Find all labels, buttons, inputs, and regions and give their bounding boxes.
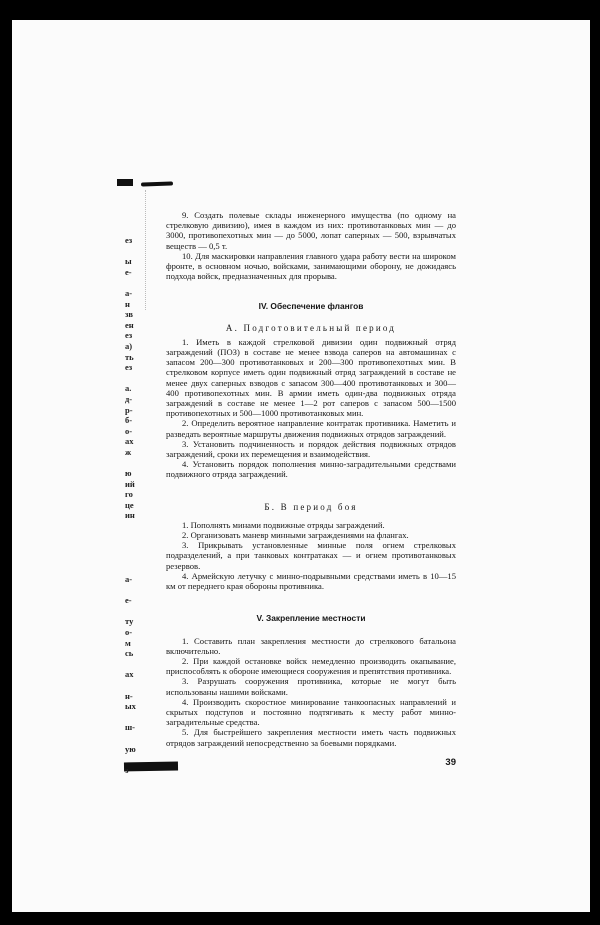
margin-fragment: ы [125, 256, 132, 267]
margin-fragment: зв [125, 309, 134, 320]
margin-fragment [125, 733, 149, 744]
list-item: 2. Организовать маневр минными заграждениями на флангах. [182, 530, 409, 541]
margin-fragment [125, 712, 149, 723]
paragraph-item-10: 10. Для маскировки направления главного удара работу вести на широком фронте, в основном ночью, войсками, занимающими оборону, не дожидаясь подхода войск, предназначенных для прорыва. [166, 250, 456, 282]
margin-fragment [125, 457, 149, 468]
margin-fragment: ез [125, 362, 133, 373]
margin-fragment: ть [125, 351, 134, 362]
margin-fragment: ю [125, 468, 132, 479]
margin-fragment: сь [125, 648, 134, 659]
subsection-title-a: А. Подготовительный период [225, 322, 397, 333]
margin-fragment [125, 521, 149, 532]
margin-fragment: це [125, 499, 134, 510]
margin-fragment: а. [125, 383, 132, 394]
margin-fragment [125, 277, 149, 288]
margin-fragment: ж [125, 446, 132, 457]
list-item: 1. Составить план закрепления местности до стрелкового батальона включительно. [166, 635, 456, 656]
margin-fragment [125, 606, 149, 617]
list-item: 1. Пополнять минами подвижные отряды заграждений. [182, 519, 385, 530]
paragraph-item-9: 9. Создать полевые склады инженерного имущества (по одному на стрелковую дивизию), имея в каждом из них: противотанковых мин — до 3000, противопехотных мин — до 5000, лопат саперных — 500, взрывчатых веществ — 0,5 т. [166, 210, 456, 251]
margin-fragment: го [125, 489, 133, 500]
list-item: 2. Определить вероятное направление контратак противника. Наметить и разведать вероятные маршруты движения подвижных отрядов заграждений. [166, 418, 456, 439]
margin-fragment: н- [125, 690, 133, 701]
list-item: 5. Для быстрейшего закрепления местности иметь часть подвижных отрядов заграждений непосредственно за боевыми порядками. [166, 727, 456, 748]
margin-fragment: ен [125, 319, 134, 330]
page-number: 39 [445, 756, 456, 768]
margin-fragment: ых [125, 701, 136, 712]
margin-fragment: з [125, 764, 129, 775]
margin-fragment [125, 680, 149, 691]
margin-fragment [125, 659, 149, 670]
section-title-iv: IV. Обеспечение флангов [258, 301, 364, 312]
margin-fragment: д- [125, 393, 133, 404]
margin-fragment: ую [125, 743, 136, 754]
margin-fragment: ий [125, 478, 135, 489]
list-item: 2. При каждой остановке войск немедленно производить окапывание, приспособлять к обороне имеющиеся сооружения и препятствия противника. [166, 655, 456, 677]
margin-fragment: ин [125, 510, 135, 521]
margin-fragment [125, 585, 149, 596]
margin-fragment: ах [125, 669, 134, 680]
left-page-margin-fragments [125, 235, 149, 775]
list-item: 3. Прикрывать установленные минные поля огнем стрелковых подразделений, а при танковых контратаках — и огнем противотанковых резервов. [166, 540, 456, 571]
list-item: 4. Установить порядок пополнения минно-заградительными средствами подвижного отряда заграждений. [166, 459, 456, 480]
margin-fragment: м [125, 637, 131, 648]
margin-fragment [125, 563, 149, 574]
margin-fragment: ах [125, 436, 134, 447]
margin-fragment [125, 754, 149, 765]
margin-fragment: ез [125, 235, 133, 245]
list-item: 4. Армейскую летучку с минно-подрывными средствами иметь в 10—15 км от переднего края обороны противника. [166, 570, 456, 592]
margin-fragment: б- [125, 415, 133, 426]
margin-fragment [125, 373, 149, 384]
margin-fragment: е- [125, 266, 132, 277]
subsection-title-b: Б. В период боя [264, 501, 358, 512]
list-item: 3. Установить подчиненность и порядок действия подвижных отрядов заграждений, сроки их перемещения и взаимодействия. [166, 438, 456, 460]
page-body [166, 210, 456, 768]
margin-fragment [125, 532, 149, 543]
list-item: 3. Разрушать сооружения противника, которые не могут быть использованы нашими войсками. [166, 676, 456, 697]
list-item: 4. Производить скоростное минирование танкоопасных направлений и скрытых подступов и постоянно подтягивать к месту работ минно-заградительные средства. [166, 696, 456, 728]
margin-fragment [125, 542, 149, 553]
margin-fragment: ш- [125, 722, 136, 733]
margin-fragment: ез [125, 330, 133, 341]
scan-artifact-mark [117, 179, 133, 186]
margin-fragment: о- [125, 626, 133, 637]
margin-fragment: о- [125, 425, 133, 436]
margin-fragment: ту [125, 616, 134, 627]
margin-fragment: е- [125, 595, 132, 606]
margin-fragment: а) [125, 340, 133, 351]
margin-fragment [125, 246, 149, 257]
margin-fragment: а- [125, 574, 133, 584]
margin-fragment: р- [125, 404, 133, 415]
section-title-v: V. Закрепление местности [256, 613, 366, 624]
list-item: 1. Иметь в каждой стрелковой дивизии один подвижный отряд заграждений (ПОЗ) в составе не менее взвода саперов на автомашинах с запасом 200—300 противотанковых и 200—300 противопехотных мин. В стрелковом корпусе иметь один подвижный отряд заграждений в составе не менее двух саперных взводов с запасом 300—400 противотанковых и 300—400 противопехотных мин. В армии иметь один-два подвижных отряда заграждений в составе не менее 1—2 рот саперов с запасом 500—1500 противопехотных и 500—1000 противотанковых мин. [166, 336, 456, 419]
margin-fragment: н [125, 298, 130, 309]
margin-fragment [125, 553, 149, 564]
margin-fragment: а- [125, 287, 133, 298]
